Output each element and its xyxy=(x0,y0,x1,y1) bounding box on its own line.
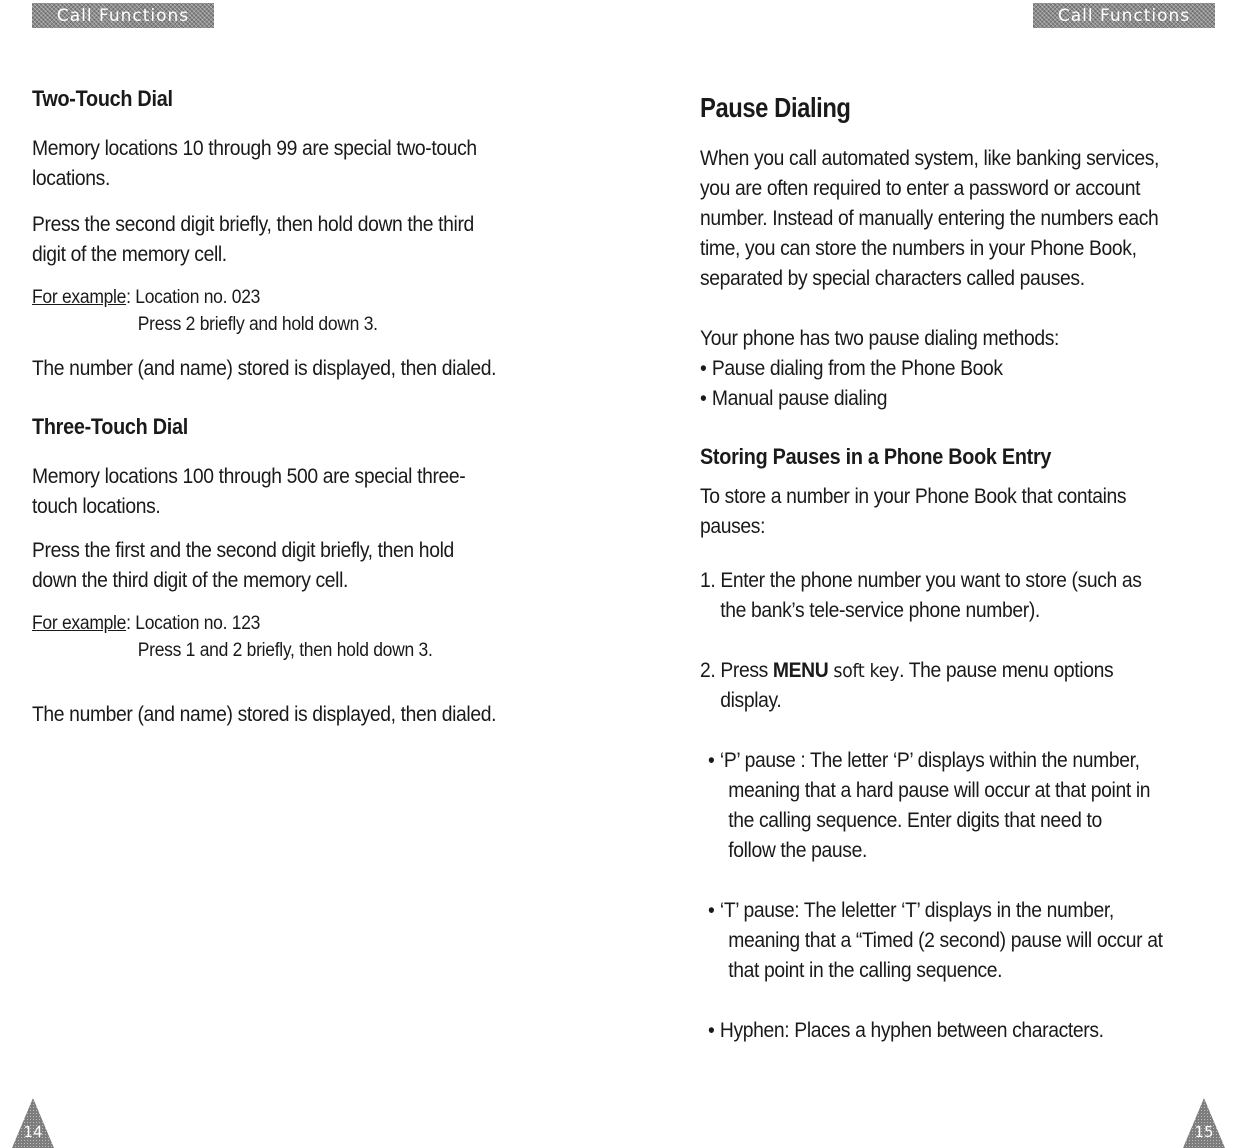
three-touch-p2-line2: down the third digit of the memory cell. xyxy=(32,569,349,592)
option-t-pause xyxy=(708,896,1179,986)
step-1-line-2: the bank’s tele-service phone number). xyxy=(720,599,1040,622)
three-touch-p1-line1: Memory locations 100 through 500 are special three- xyxy=(32,465,466,488)
storing-line-1: To store a number in your Phone Book that contains xyxy=(700,485,1127,508)
two-touch-p2-line1: Press the second digit briefly, then hold down the third xyxy=(32,213,474,236)
option-p-pause xyxy=(708,746,1179,866)
storing-title: Storing Pauses in a Phone Book Entry xyxy=(700,444,1052,469)
option-hyphen xyxy=(708,1016,1179,1046)
section-header-tab xyxy=(1033,3,1215,28)
list-item: • Manual pause dialing xyxy=(700,384,1178,414)
intro-line-2: you are often required to enter a password or account xyxy=(700,177,1141,200)
step-2 xyxy=(700,656,1178,716)
three-touch-result: The number (and name) stored is displayed, then dialed. xyxy=(32,703,497,726)
intro-line-5: separated by special characters called pauses. xyxy=(700,267,1085,290)
intro-line-3: number. Instead of manually entering the numbers each xyxy=(700,207,1159,230)
section-header-label: Call Functions xyxy=(1057,5,1191,26)
methods-list xyxy=(700,354,1178,414)
list-item: • Pause dialing from the Phone Book xyxy=(700,354,1178,384)
page-number-badge xyxy=(1183,1098,1225,1148)
section-header-label: Call Functions xyxy=(56,5,190,26)
two-touch-title: Two-Touch Dial xyxy=(32,86,173,111)
option-line: the calling sequence. Enter digits that need to xyxy=(728,809,1102,832)
option-line: • Hyphen: Places a hyphen between characters. xyxy=(708,1019,1104,1042)
example-label: For example xyxy=(32,613,127,634)
soft-key-label: soft key xyxy=(833,660,900,682)
three-touch-p1-line2: touch locations. xyxy=(32,495,161,518)
section-header-tab xyxy=(32,3,214,28)
option-line: follow the pause. xyxy=(728,839,867,862)
option-line: that point in the calling sequence. xyxy=(728,959,1003,982)
two-touch-p2-line2: digit of the memory cell. xyxy=(32,243,227,266)
option-line: • ‘T’ pause: The leletter ‘T’ displays in the number, xyxy=(708,899,1114,922)
step-1-line-1: 1. Enter the phone number you want to store (such as xyxy=(700,569,1142,592)
example-location: : Location no. 123 xyxy=(126,613,261,634)
right-content xyxy=(700,92,1220,1046)
page-number: 15 xyxy=(1194,1123,1214,1141)
storing-line-2: pauses: xyxy=(700,515,766,538)
example-instruction: Press 1 and 2 briefly, then hold down 3. xyxy=(137,640,433,661)
example-location: : Location no. 023 xyxy=(126,287,261,308)
menu-key-label: MENU xyxy=(772,659,829,682)
step-1 xyxy=(700,566,1178,626)
three-touch-p2-line1: Press the first and the second digit briefly, then hold xyxy=(32,539,454,562)
intro-line-1: When you call automated system, like banking services, xyxy=(700,147,1160,170)
left-content xyxy=(32,86,572,730)
option-line: meaning that a hard pause will occur at that point in xyxy=(728,779,1151,802)
step-2-suffix: . The pause menu options xyxy=(899,659,1114,682)
step-2-prefix: 2. Press xyxy=(700,659,773,682)
option-line: • ‘P’ pause : The letter ‘P’ displays within the number, xyxy=(708,749,1140,772)
example-instruction: Press 2 briefly and hold down 3. xyxy=(137,314,378,335)
pause-options xyxy=(708,746,1179,1046)
step-2-line-2: display. xyxy=(720,689,782,712)
page-number-badge xyxy=(12,1098,54,1148)
two-touch-p1-line2: locations. xyxy=(32,167,110,190)
page-number: 14 xyxy=(23,1123,43,1141)
option-line: meaning that a “Timed (2 second) pause will occur at xyxy=(728,929,1163,952)
two-touch-p1-line1: Memory locations 10 through 99 are special two-touch xyxy=(32,137,477,160)
intro-line-4: time, you can store the numbers in your Phone Book, xyxy=(700,237,1137,260)
two-touch-example xyxy=(32,284,529,338)
pause-dialing-title: Pause Dialing xyxy=(700,92,851,123)
right-page xyxy=(623,0,1246,1148)
methods-intro: Your phone has two pause dialing methods: xyxy=(700,327,1060,350)
example-label: For example xyxy=(32,287,127,308)
three-touch-title: Three-Touch Dial xyxy=(32,414,188,439)
three-touch-example xyxy=(32,610,529,664)
two-touch-result: The number (and name) stored is displayed, then dialed. xyxy=(32,357,497,380)
